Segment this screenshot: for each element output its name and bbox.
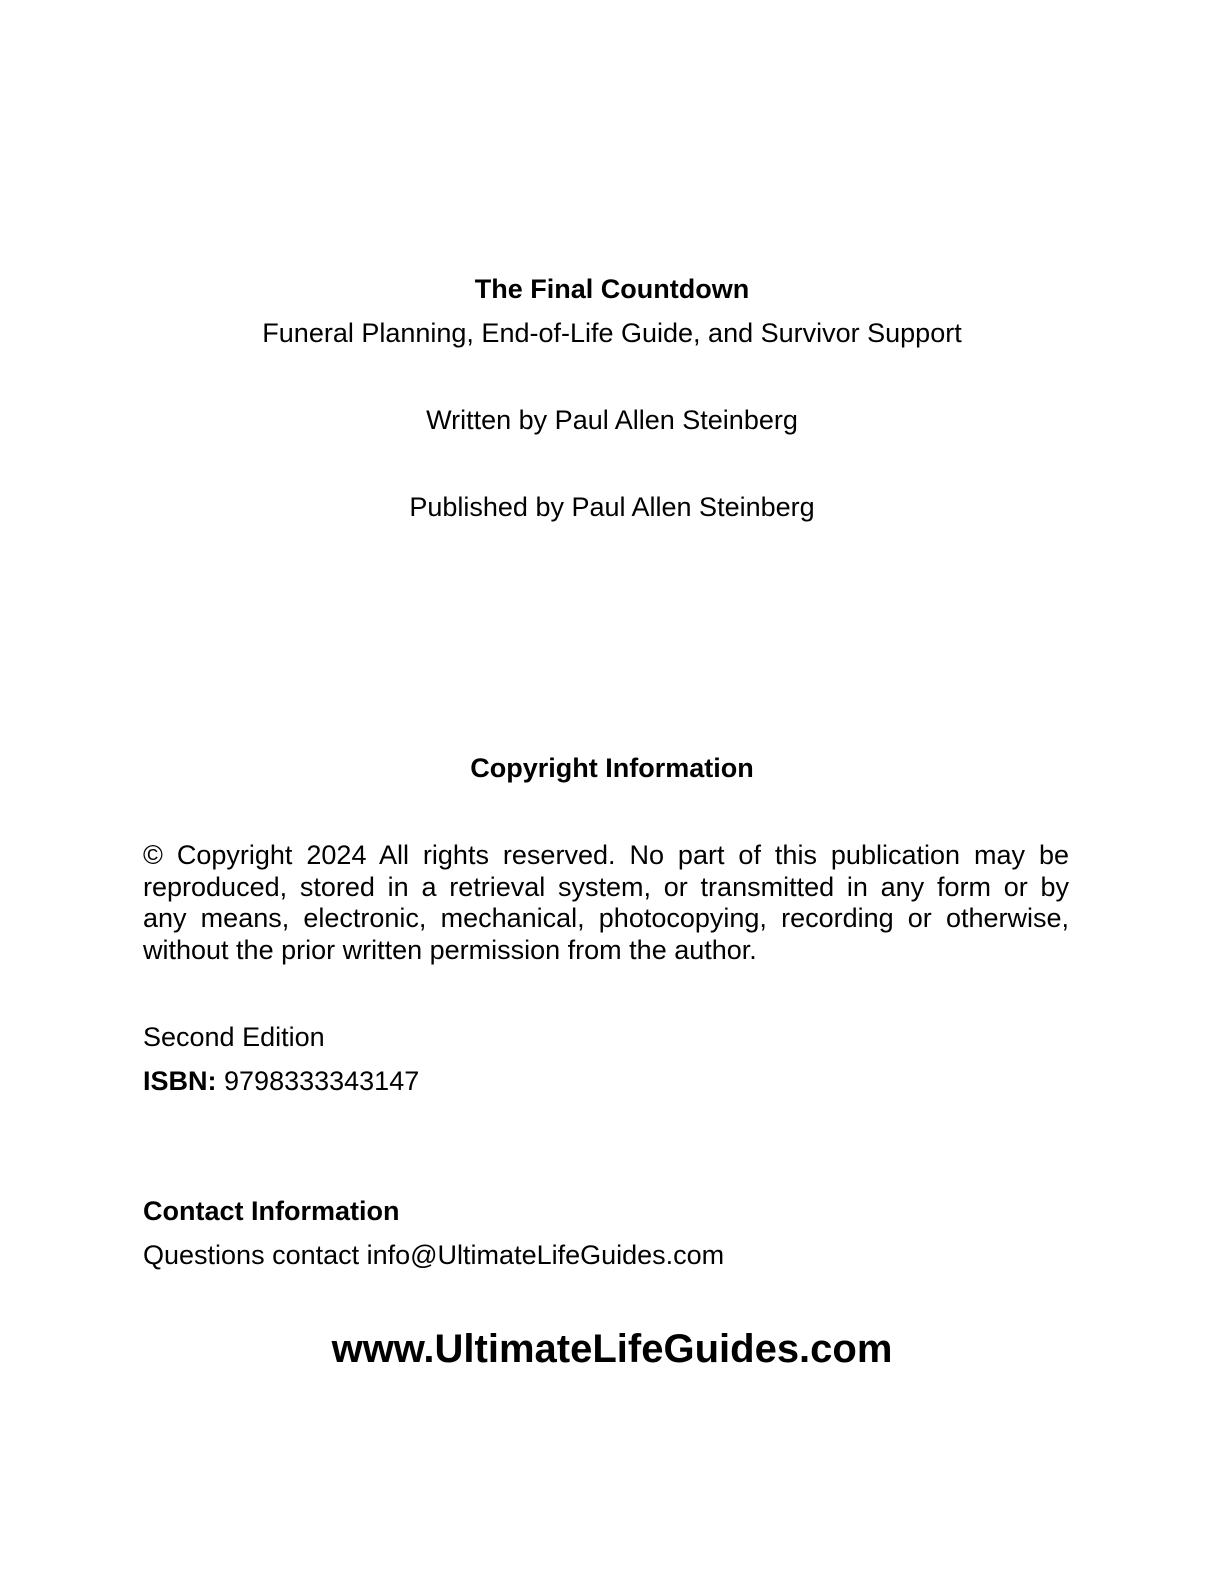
contact-text: Questions contact info@UltimateLifeGuides.com xyxy=(143,1240,725,1270)
isbn-value: 9798333343147 xyxy=(224,1066,420,1096)
copyright-notice-line: without the prior written permission from the author. xyxy=(143,934,757,965)
book-subtitle: Funeral Planning, End-of-Life Guide, and Survivor Support xyxy=(262,318,962,348)
copyright-heading: Copyright Information xyxy=(470,753,754,783)
author-line: Written by Paul Allen Steinberg xyxy=(426,405,798,435)
isbn-label: ISBN: xyxy=(143,1066,217,1096)
edition-line: Second Edition xyxy=(143,1022,325,1052)
isbn-line xyxy=(143,1065,419,1097)
website-url: www.UltimateLifeGuides.com xyxy=(331,1327,893,1371)
copyright-notice xyxy=(143,840,1069,966)
contact-heading: Contact Information xyxy=(143,1196,400,1226)
copyright-notice-line: © Copyright 2024 All rights reserved. No part of this publication may be xyxy=(143,840,1069,870)
publisher-line: Published by Paul Allen Steinberg xyxy=(409,492,815,522)
book-title: The Final Countdown xyxy=(474,274,750,304)
copyright-notice-line: any means, electronic, mechanical, photocopying, recording or otherwise, xyxy=(143,903,1069,933)
copyright-notice-line: reproduced, stored in a retrieval system, or transmitted in any form or by xyxy=(143,871,1069,902)
